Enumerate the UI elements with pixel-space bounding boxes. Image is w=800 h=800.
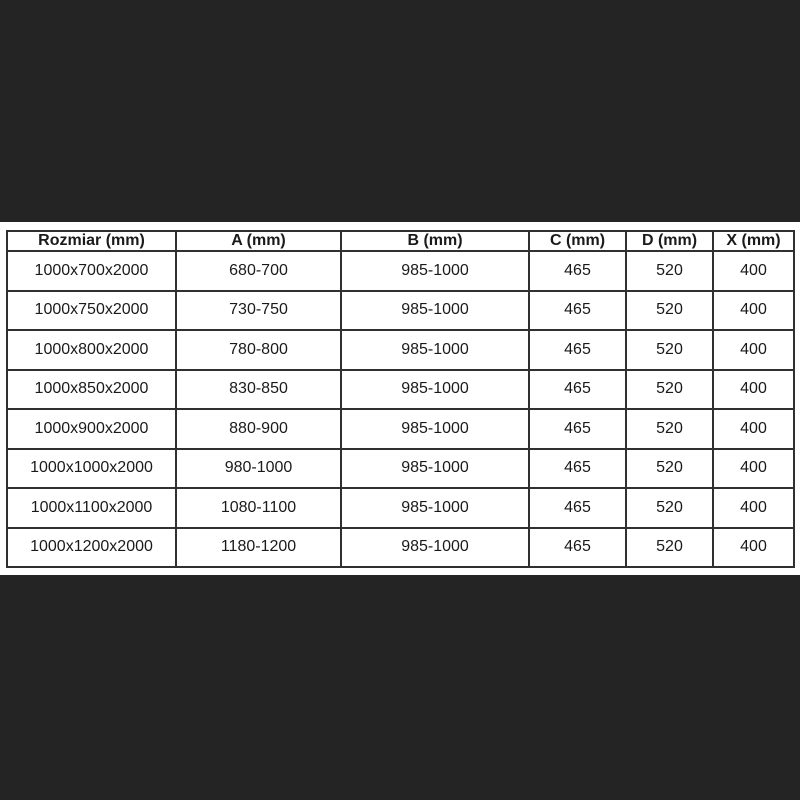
table-row <box>7 409 794 449</box>
cell-c: 465 <box>529 370 626 410</box>
cell-rozmiar: 1000x800x2000 <box>7 330 176 370</box>
cell-d: 520 <box>626 251 713 291</box>
cell-a: 880-900 <box>176 409 341 449</box>
cell-x: 400 <box>713 528 794 568</box>
cell-a: 680-700 <box>176 251 341 291</box>
cell-c: 465 <box>529 409 626 449</box>
cell-x: 400 <box>713 488 794 528</box>
table-row <box>7 330 794 370</box>
cell-rozmiar: 1000x1000x2000 <box>7 449 176 489</box>
cell-x: 400 <box>713 330 794 370</box>
cell-b: 985-1000 <box>341 409 529 449</box>
column-header-rozmiar: Rozmiar (mm) <box>7 231 176 251</box>
cell-d: 520 <box>626 370 713 410</box>
cell-a: 1080-1100 <box>176 488 341 528</box>
cell-rozmiar: 1000x1100x2000 <box>7 488 176 528</box>
cell-rozmiar: 1000x900x2000 <box>7 409 176 449</box>
cell-c: 465 <box>529 488 626 528</box>
cell-c: 465 <box>529 291 626 331</box>
size-spec-table <box>6 230 795 568</box>
cell-rozmiar: 1000x700x2000 <box>7 251 176 291</box>
spec-table-panel <box>0 222 800 575</box>
cell-b: 985-1000 <box>341 488 529 528</box>
cell-d: 520 <box>626 449 713 489</box>
column-header-d: D (mm) <box>626 231 713 251</box>
cell-x: 400 <box>713 291 794 331</box>
cell-x: 400 <box>713 449 794 489</box>
cell-d: 520 <box>626 528 713 568</box>
column-header-c: C (mm) <box>529 231 626 251</box>
cell-b: 985-1000 <box>341 251 529 291</box>
cell-c: 465 <box>529 528 626 568</box>
cell-d: 520 <box>626 330 713 370</box>
table-row <box>7 528 794 568</box>
cell-b: 985-1000 <box>341 449 529 489</box>
column-header-a: A (mm) <box>176 231 341 251</box>
table-row <box>7 488 794 528</box>
cell-rozmiar: 1000x750x2000 <box>7 291 176 331</box>
cell-d: 520 <box>626 488 713 528</box>
cell-a: 1180-1200 <box>176 528 341 568</box>
cell-a: 830-850 <box>176 370 341 410</box>
cell-d: 520 <box>626 291 713 331</box>
cell-rozmiar: 1000x850x2000 <box>7 370 176 410</box>
cell-x: 400 <box>713 251 794 291</box>
cell-rozmiar: 1000x1200x2000 <box>7 528 176 568</box>
table-header-row <box>7 231 794 251</box>
cell-b: 985-1000 <box>341 370 529 410</box>
column-header-x: X (mm) <box>713 231 794 251</box>
table-row <box>7 251 794 291</box>
cell-c: 465 <box>529 330 626 370</box>
cell-a: 980-1000 <box>176 449 341 489</box>
table-row <box>7 449 794 489</box>
cell-c: 465 <box>529 449 626 489</box>
cell-b: 985-1000 <box>341 528 529 568</box>
table-row <box>7 370 794 410</box>
cell-a: 780-800 <box>176 330 341 370</box>
cell-x: 400 <box>713 409 794 449</box>
cell-b: 985-1000 <box>341 291 529 331</box>
cell-x: 400 <box>713 370 794 410</box>
cell-a: 730-750 <box>176 291 341 331</box>
cell-b: 985-1000 <box>341 330 529 370</box>
cell-d: 520 <box>626 409 713 449</box>
cell-c: 465 <box>529 251 626 291</box>
column-header-b: B (mm) <box>341 231 529 251</box>
table-row <box>7 291 794 331</box>
